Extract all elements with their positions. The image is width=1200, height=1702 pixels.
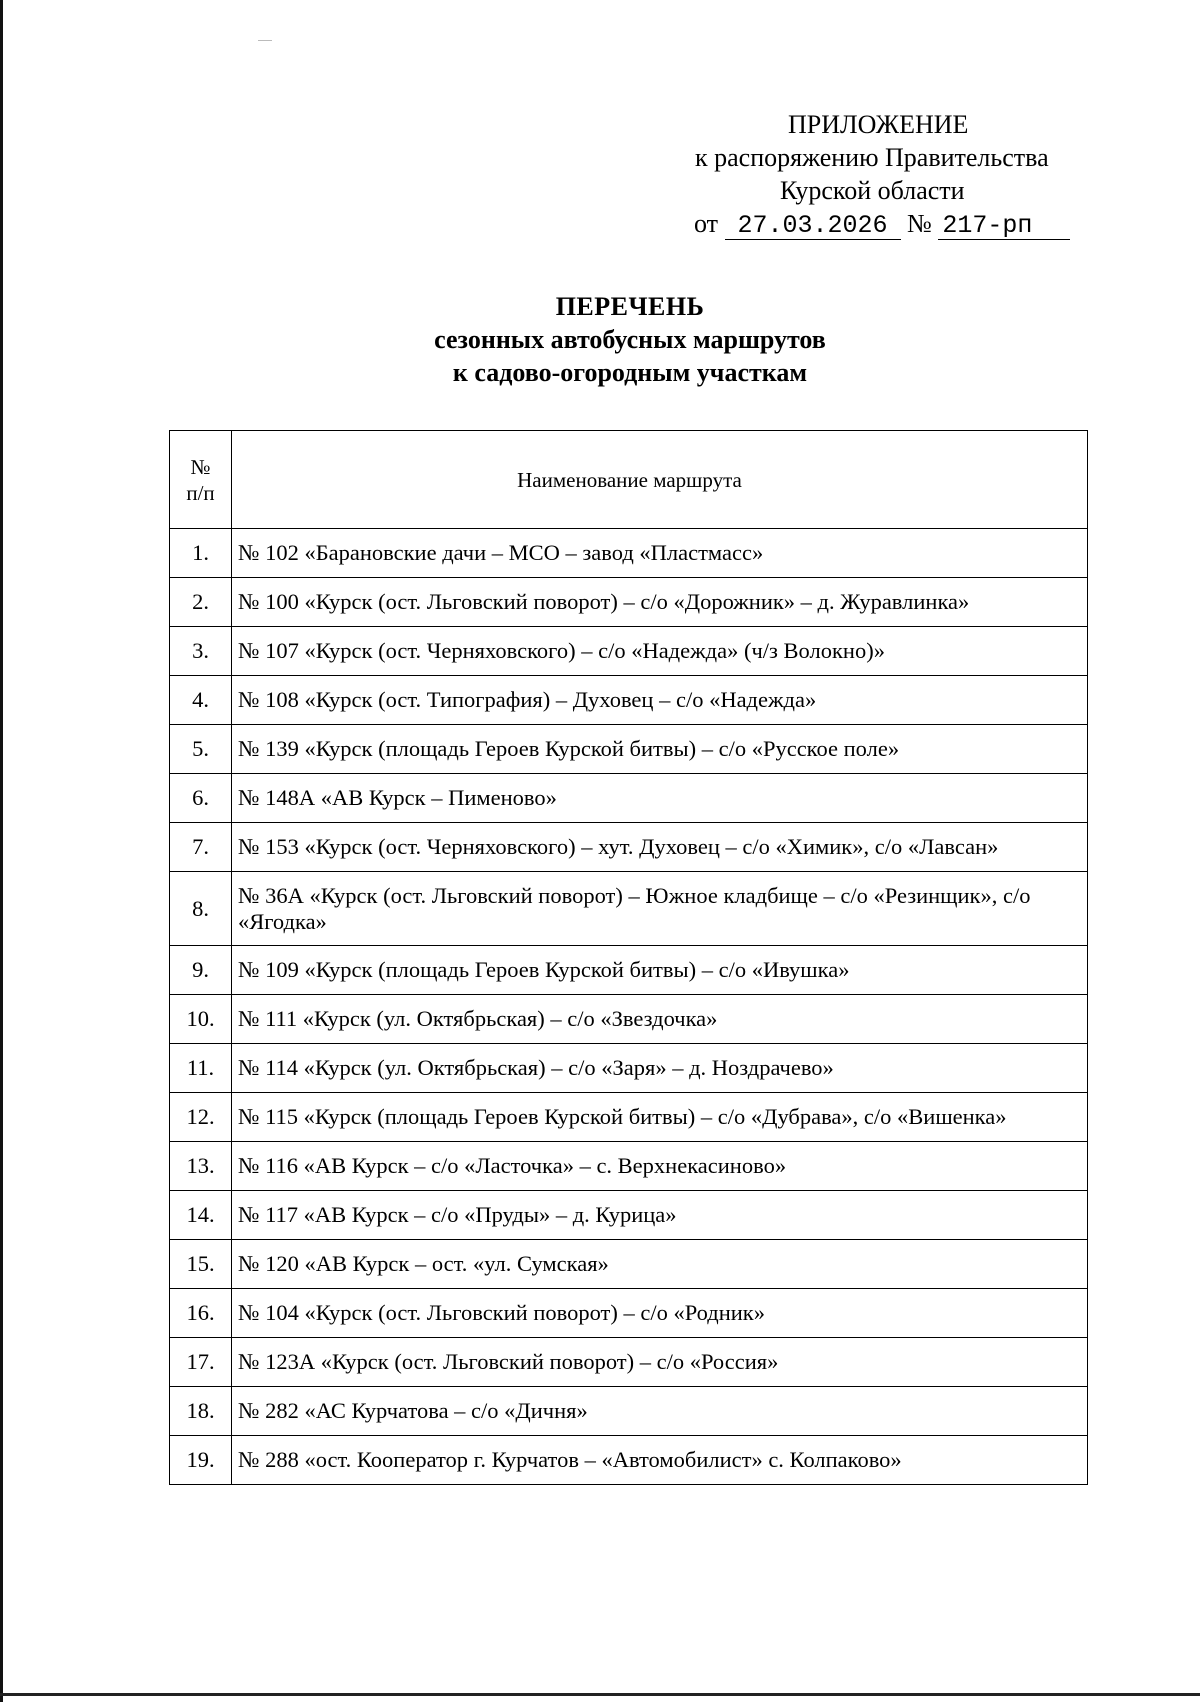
route-name: № 107 «Курск (ост. Черняховского) – с/о «Надежда» (ч/з Волокно)» [232, 627, 1088, 676]
table-row [170, 1191, 1088, 1240]
scan-edge-bottom [0, 1693, 1200, 1696]
route-name: № 100 «Курск (ост. Льговский поворот) – с/о «Дорожник» – д. Журавлинка» [232, 578, 1088, 627]
route-name: № 114 «Курск (ул. Октябрьская) – с/о «Заря» – д. Ноздрачево» [232, 1044, 1088, 1093]
row-number: 13. [170, 1142, 232, 1191]
table-row [170, 1093, 1088, 1142]
heading-subtitle-2: к садово-огородным участкам [452, 358, 808, 387]
route-name: № 36А «Курск (ост. Льговский поворот) – Южное кладбище – с/о «Резинщик», с/о «Ягодка» [232, 872, 1088, 946]
table-row [170, 995, 1088, 1044]
route-name: № 109 «Курск (площадь Героев Курской битвы) – с/о «Ивушка» [232, 946, 1088, 995]
appendix-date-number-line [650, 207, 1090, 240]
route-name: № 148А «АВ Курск – Пименово» [232, 774, 1088, 823]
document-heading [0, 290, 1200, 389]
table-row [170, 1436, 1088, 1485]
header-name-cell: Наименование маршрута [232, 431, 1088, 529]
row-number: 3. [170, 627, 232, 676]
table-row [170, 1240, 1088, 1289]
row-number: 19. [170, 1436, 232, 1485]
row-number: 14. [170, 1191, 232, 1240]
row-number: 9. [170, 946, 232, 995]
table-row [170, 627, 1088, 676]
row-number: 18. [170, 1387, 232, 1436]
row-number: 16. [170, 1289, 232, 1338]
table-row [170, 1387, 1088, 1436]
route-name: № 123А «Курск (ост. Льговский поворот) – с/о «Россия» [232, 1338, 1088, 1387]
row-number: 10. [170, 995, 232, 1044]
route-name: № 282 «АС Курчатова – с/о «Дичня» [232, 1387, 1088, 1436]
routes-table-body [170, 529, 1088, 1485]
table-row [170, 529, 1088, 578]
table-row [170, 946, 1088, 995]
row-number: 4. [170, 676, 232, 725]
row-number: 5. [170, 725, 232, 774]
decree-date: 27.03.2026 [725, 212, 901, 240]
header-number-cell [170, 431, 232, 529]
route-name: № 108 «Курск (ост. Типография) – Духовец – с/о «Надежда» [232, 676, 1088, 725]
route-name: № 115 «Курск (площадь Героев Курской битвы) – с/о «Дубрава», с/о «Вишенка» [232, 1093, 1088, 1142]
route-name: № 116 «АВ Курск – с/о «Ласточка» – с. Верхнекасиново» [232, 1142, 1088, 1191]
number-prefix: № [907, 209, 932, 238]
appendix-title: ПРИЛОЖЕНИЕ [788, 110, 969, 139]
row-number: 8. [170, 872, 232, 946]
route-name: № 139 «Курск (площадь Героев Курской битвы) – с/о «Русское поле» [232, 725, 1088, 774]
route-name: № 102 «Барановские дачи – МСО – завод «Пластмасс» [232, 529, 1088, 578]
table-row [170, 725, 1088, 774]
decree-number: 217-рп [938, 212, 1070, 240]
row-number: 11. [170, 1044, 232, 1093]
route-name: № 111 «Курск (ул. Октябрьская) – с/о «Звездочка» [232, 995, 1088, 1044]
table-row [170, 1289, 1088, 1338]
route-name: № 104 «Курск (ост. Льговский поворот) – с/о «Родник» [232, 1289, 1088, 1338]
row-number: 15. [170, 1240, 232, 1289]
row-number: 2. [170, 578, 232, 627]
row-number: 1. [170, 529, 232, 578]
route-name: № 117 «АВ Курск – с/о «Пруды» – д. Курица» [232, 1191, 1088, 1240]
table-row [170, 872, 1088, 946]
appendix-header [650, 108, 1090, 240]
route-name: № 120 «АВ Курск – ост. «ул. Сумская» [232, 1240, 1088, 1289]
header-number-abbr: п/п [186, 480, 215, 505]
table-row [170, 1044, 1088, 1093]
scan-edge-left [0, 0, 3, 1702]
table-header-row [170, 431, 1088, 529]
table-row [170, 676, 1088, 725]
route-name: № 153 «Курск (ост. Черняховского) – хут. Духовец – с/о «Химик», с/о «Лавсан» [232, 823, 1088, 872]
header-number-sign: № [190, 454, 211, 479]
row-number: 17. [170, 1338, 232, 1387]
row-number: 12. [170, 1093, 232, 1142]
table-row [170, 1338, 1088, 1387]
row-number: 7. [170, 823, 232, 872]
heading-subtitle-1: сезонных автобусных маршрутов [434, 325, 826, 354]
table-row [170, 578, 1088, 627]
appendix-region-line: Курской области [780, 176, 965, 205]
date-prefix: от [694, 209, 719, 238]
table-row [170, 1142, 1088, 1191]
appendix-decree-line: к распоряжению Правительства [695, 143, 1049, 172]
table-row [170, 823, 1088, 872]
routes-table [169, 430, 1088, 1485]
table-row [170, 774, 1088, 823]
heading-title: ПЕРЕЧЕНЬ [555, 292, 705, 321]
scan-speck [258, 40, 272, 41]
route-name: № 288 «ост. Кооператор г. Курчатов – «Автомобилист» с. Колпаково» [232, 1436, 1088, 1485]
row-number: 6. [170, 774, 232, 823]
